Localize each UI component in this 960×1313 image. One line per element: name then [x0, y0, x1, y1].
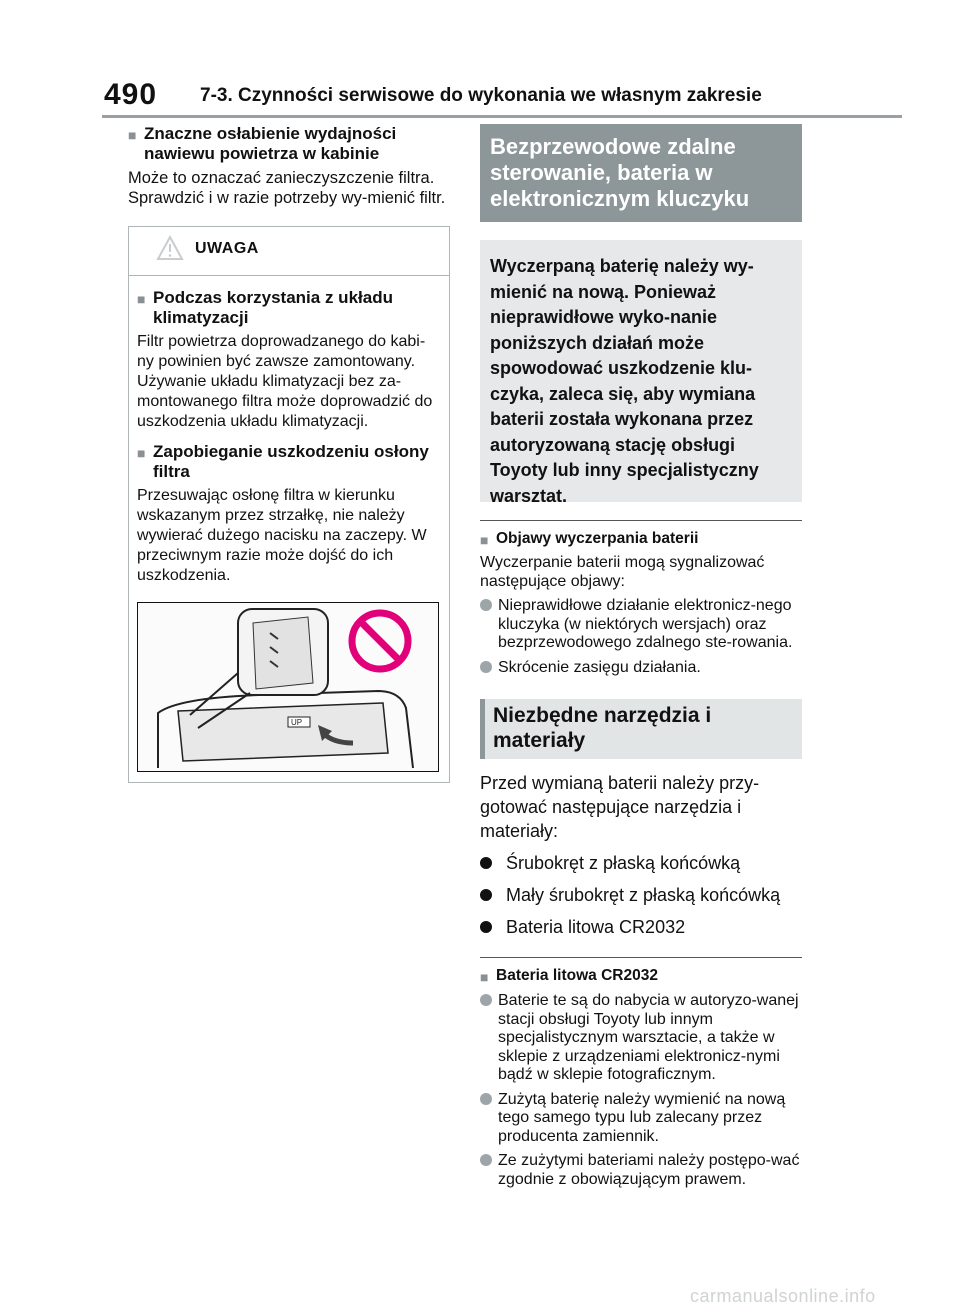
circle-bullet-icon: [480, 661, 492, 673]
tool-item-text: Śrubokręt z płaską końcówką: [506, 853, 741, 873]
warning-section-heading: [137, 288, 441, 328]
airflow-text: Może to oznaczać zanieczyszczenie filtra. Sprawdzić i w razie potrzeby wy-mienić filtr.: [128, 169, 446, 207]
battery-notice: Wyczerpaną baterię należy wy-mienić na nową. Ponieważ nieprawidłowe wyko-nanie poniższych działań może spowodować uszkodzenie klu-czyka, zaleca się, aby wymiana baterii została wykonana przez autoryzowaną stację obsługi Toyoty lub inny specjalistyczny warsztat.: [480, 240, 802, 502]
circle-bullet-icon: [480, 857, 492, 869]
square-bullet-icon: ■: [137, 291, 146, 307]
battery-heading: [480, 966, 802, 986]
warning-section-text: Przesuwając osłonę filtra w kierunku wskazanym przez strzałkę, nie należy wywierać dużego nacisku na zaczepy. W przeciwnym razie może dojść do ich uszkodzenia.: [137, 487, 427, 584]
symptoms-heading-text: Objawy wyczerpania baterii: [496, 530, 699, 547]
circle-bullet-icon: [480, 1093, 492, 1105]
symptoms-text: Wyczerpanie baterii mogą sygnalizować następujące objawy:: [480, 554, 765, 590]
warning-section-heading: [137, 442, 441, 482]
square-bullet-icon: ■: [480, 532, 489, 548]
page-header: [0, 0, 960, 118]
tool-item-text: Mały śrubokręt z płaską końcówką: [506, 885, 781, 905]
warning-header: [129, 227, 449, 276]
circle-bullet-icon: [480, 889, 492, 901]
square-bullet-icon: ■: [137, 445, 146, 461]
battery-section-title: Bezprzewodowe zdalne sterowanie, bateria w elektronicznym kluczyku: [480, 124, 802, 222]
battery-heading-text: Bateria litowa CR2032: [496, 967, 658, 984]
tool-item: [480, 915, 802, 939]
circle-bullet-icon: [480, 599, 492, 611]
right-column: [480, 124, 802, 1189]
tool-item: [480, 851, 802, 875]
list-item: [480, 1152, 802, 1189]
list-item-text: Ze zużytymi bateriami należy postępo-wać zgodnie z obowiązującym prawem.: [498, 1152, 800, 1188]
circle-bullet-icon: [480, 921, 492, 933]
list-item: [480, 992, 802, 1085]
list-item: [480, 659, 802, 678]
warning-section-heading-text: Podczas korzystania z układu klimatyzacji: [153, 288, 393, 327]
list-item: [480, 597, 802, 653]
warning-section-text: Filtr powietrza doprowadzanego do kabi-ny powinien być zawsze zamontowany. Używanie układu klimatyzacji bez za-montowanego filtra może doprowadzić do uszkodzenia układu klimatyzacji.: [137, 333, 433, 430]
square-bullet-icon: ■: [128, 127, 137, 143]
list-item-text: Nieprawidłowe działanie elektronicz-nego kluczyka (w niektórych wersjach) oraz bezprzewodowego zdalnego ste-rowania.: [498, 597, 793, 651]
warning-section-heading-text: Zapobieganie uszkodzeniu osłony filtra: [153, 442, 429, 481]
battery-info-block: [480, 957, 802, 1189]
airflow-heading-text: Znaczne osłabienie wydajności nawiewu powietrza w kabinie: [144, 124, 397, 163]
list-item-text: Skrócenie zasięgu działania.: [498, 658, 701, 676]
warning-label: UWAGA: [195, 240, 259, 257]
symptoms-block: [480, 520, 802, 677]
tool-item-text: Bateria litowa CR2032: [506, 917, 686, 937]
divider: [480, 520, 802, 521]
square-bullet-icon: ■: [480, 969, 489, 985]
section-title: 7-3. Czynności serwisowe do wykonania we własnym zakresie: [200, 85, 762, 106]
filter-cover-illustration: [137, 602, 439, 772]
up-label: UP: [291, 718, 303, 727]
list-item: [480, 1091, 802, 1147]
tools-section-title: Niezbędne narzędzia i materiały: [480, 699, 802, 759]
left-column: [128, 124, 450, 783]
warning-triangle-icon: [156, 235, 184, 266]
symptoms-heading: [480, 529, 802, 549]
airflow-heading: [128, 124, 450, 164]
page-number: 490: [104, 78, 158, 111]
tool-item: [480, 883, 802, 907]
circle-bullet-icon: [480, 994, 492, 1006]
divider: [480, 957, 802, 958]
warning-body: [129, 276, 449, 782]
list-item-text: Baterie te są do nabycia w autoryzo-wanej stacji obsługi Toyoty lub innym specjalistycznym warsztacie, a także w sklepie z urządzeniami elektronicz-nymi bądź w sklepie fotograficznym.: [498, 992, 799, 1083]
tools-intro: Przed wymianą baterii należy przy-gotować następujące narzędzia i materiały:: [480, 773, 760, 841]
circle-bullet-icon: [480, 1154, 492, 1166]
header-divider: [102, 115, 902, 118]
list-item-text: Zużytą baterię należy wymienić na nową tego samego typu lub zalecany przez producenta zamiennik.: [498, 1090, 786, 1145]
warning-box: [128, 226, 450, 783]
watermark: carmanualsonline.info: [690, 1286, 876, 1306]
